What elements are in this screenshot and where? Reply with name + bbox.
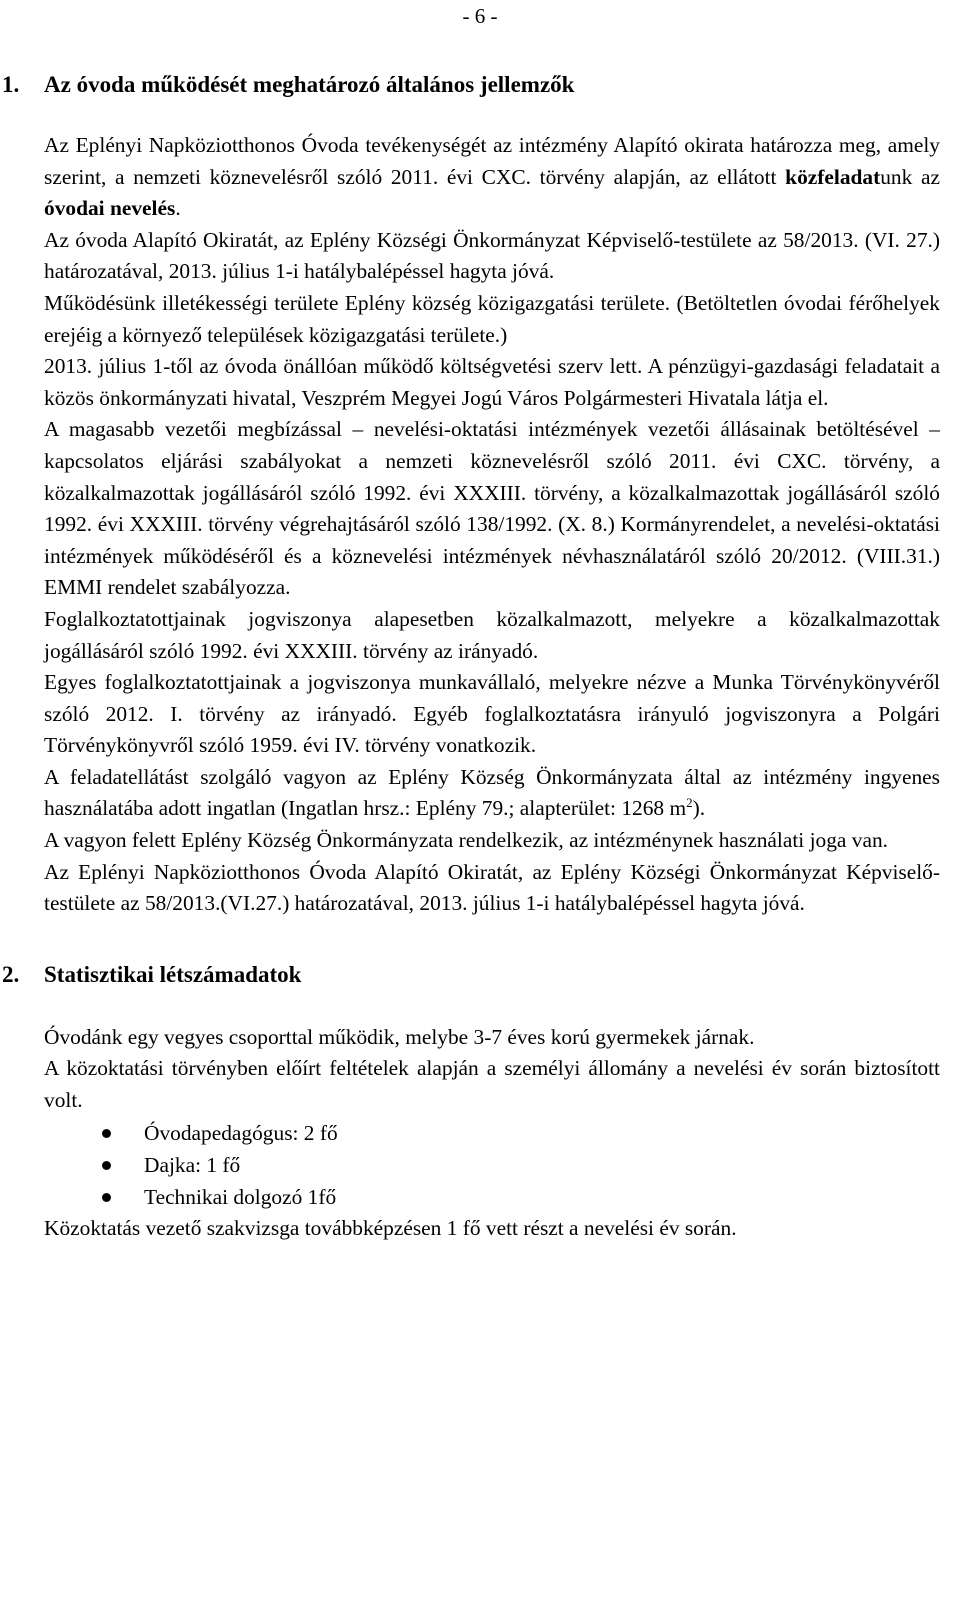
list-item	[44, 1181, 940, 1213]
list-item-text: Technikai dolgozó 1fő	[144, 1184, 337, 1209]
section1-heading	[2, 70, 940, 100]
section2-paragraph-2: A közoktatási törvényben előírt feltételek alapján a személyi állomány a nevelési év során biztosított volt.	[44, 1056, 940, 1113]
section2-paragraph-3: Közoktatás vezető szakvizsga továbbképzésen 1 fő vett részt a nevelési év során.	[44, 1215, 737, 1240]
p1-text-a: Az Eplényi Napköziotthonos Óvoda tevékenységét az intézmény Alapító okirata határozza meg, amely szerint, a nemzeti köznevelésről szóló 2011. évi CXC. törvény alapján, az ellátott	[44, 133, 940, 189]
section1-paragraph-8	[44, 762, 940, 825]
section1-paragraph-2: Az óvoda Alapító Okiratát, az Eplény Községi Önkormányzat Képviselő-testülete az 58/2013. (VI. 27.) határozatával, 2013. július 1-i hatálybalépéssel hagyta jóvá.	[44, 227, 940, 284]
p8-superscript: 2	[686, 795, 693, 811]
section2-paragraph-1: Óvodánk egy vegyes csoporttal működik, melybe 3-7 éves korú gyermekek járnak.	[44, 1024, 755, 1049]
section1-paragraph-1	[44, 130, 940, 225]
section2-heading	[2, 960, 940, 990]
section1-paragraph-10: Az Eplényi Napköziotthonos Óvoda Alapító Okiratát, az Eplény Községi Önkormányzat Képviselő-testülete az 58/2013.(VI.27.) határozatával, 2013. július 1-i hatálybalépéssel hagyta jóvá.	[44, 859, 940, 916]
staff-list	[44, 1117, 940, 1213]
list-item	[44, 1149, 940, 1181]
p1-text-b: unk az	[880, 164, 940, 189]
section1-paragraph-4: 2013. július 1-től az óvoda önállóan működő költségvetési szerv lett. A pénzügyi-gazdasági feladatait a közös önkormányzati hivatal, Veszprém Megyei Jogú Város Polgármesteri Hivatala látja el.	[44, 354, 940, 410]
section1-paragraph-3: Működésünk illetékességi területe Eplény község közigazgatási területe. (Betöltetlen óvodai férőhelyek erejéig a környező települések közigazgatási területe.)	[44, 290, 940, 347]
bullet-icon	[102, 1193, 111, 1202]
p8-text-a: A feladatellátást szolgáló vagyon az Eplény Község Önkormányzata által az intézmény ingyenes használatába adott ingatlan (Ingatlan hrsz.: Eplény 79.; alapterület: 1268 m	[44, 764, 940, 821]
bullet-icon	[102, 1129, 111, 1138]
document-body	[2, 70, 940, 1244]
section1-paragraph-6: Foglalkoztatottjainak jogviszonya alapesetben közalkalmazott, melyekre a közalkalmazottak jogállásáról szóló 1992. évi XXXIII. törvény az irányadó.	[44, 606, 940, 663]
list-item-text: Dajka: 1 fő	[144, 1152, 241, 1177]
page-number: - 6 -	[462, 4, 498, 28]
p8-text-b: ).	[692, 796, 706, 821]
section1-paragraph-9: A vagyon felett Eplény Község Önkormányzata rendelkezik, az intézménynek használati joga van.	[44, 828, 889, 853]
section1-paragraph-5: A magasabb vezetői megbízással – nevelési-oktatási intézmények vezetői állásainak betöltésével – kapcsolatos eljárási szabályokat a nemzeti köznevelésről szóló 2011. évi CXC. törvény, a közalkalmazottak jogállásáról szóló 1992. évi XXXIII. törvény, a közalkalmazottak jogállásáról szóló 1992. évi XXXIII. törvény végrehajtásáról szóló 138/1992. (X. 8.) Kormányrendelet, a nevelési-oktatási intézmények működéséről és a köznevelési intézmények névhasználatáról szóló 20/2012. (VIII.31.) EMMI rendelet szabályozza.	[44, 417, 940, 600]
section2-title: Statisztikai létszámadatok	[44, 961, 302, 987]
bullet-icon	[102, 1161, 111, 1170]
p1-bold-ovodai-neveles: óvodai nevelés	[44, 196, 176, 221]
section2-number: 2.	[2, 961, 20, 987]
list-item	[44, 1117, 940, 1149]
section1-number: 1.	[2, 72, 20, 97]
section1-title: Az óvoda működését meghatározó általános jellemzők	[44, 72, 575, 97]
list-item-text: Óvodapedagógus: 2 fő	[144, 1120, 338, 1145]
p1-bold-kozfeladat: közfeladat	[785, 164, 881, 189]
p1-text-c: .	[175, 196, 181, 221]
section1-paragraph-7: Egyes foglalkoztatottjainak a jogviszonya munkavállaló, melyekre nézve a Munka Törvénykönyvéről szóló 2012. I. törvény az irányadó. Egyéb foglalkoztatásra irányuló jogviszonyra a Polgári Törvénykönyvről szóló 1959. évi IV. törvény vonatkozik.	[44, 670, 940, 758]
